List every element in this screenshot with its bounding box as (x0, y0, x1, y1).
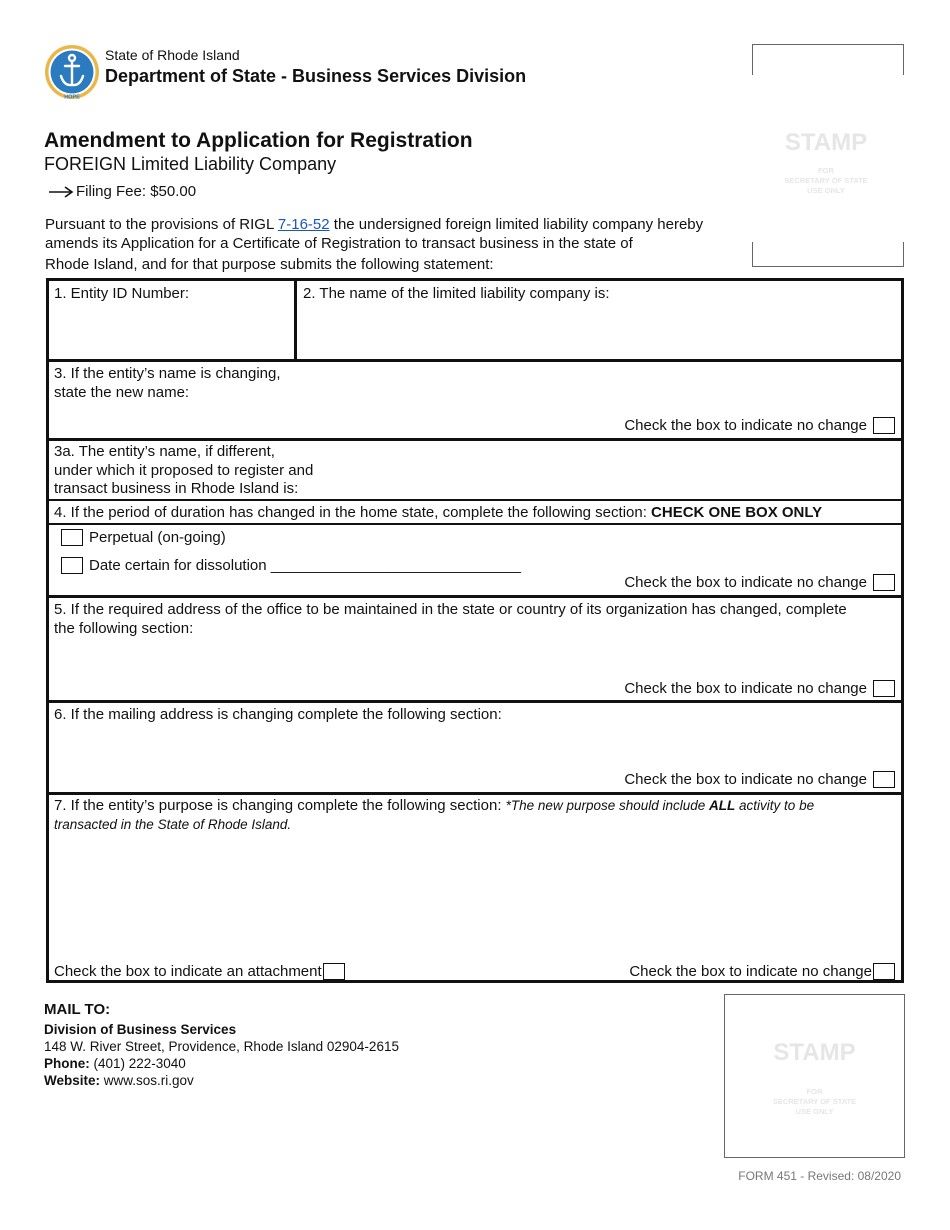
row-alt-name (49, 441, 901, 499)
duration-label: 4. If the period of duration has changed in the home state, complete the following section: CHECK ONE BOX ONLY (54, 504, 823, 521)
stamp-sub-3: USE ONLY (795, 1107, 834, 1116)
row-duration-options (49, 525, 901, 595)
alt-name-field[interactable] (329, 445, 889, 495)
purpose-field[interactable] (53, 839, 893, 959)
attachment-row (54, 963, 345, 980)
stamp-sub-1: FOR (818, 166, 834, 175)
department-name: Department of State - Business Services Division (105, 66, 527, 86)
stamp-sub-2: SECRETARY OF STATE (772, 1097, 857, 1106)
stamp-sub-3: USE ONLY (807, 186, 845, 195)
stamp-label: STAMP (784, 129, 868, 156)
rigl-link[interactable]: 7-16-52 (277, 216, 330, 233)
no-change-checkbox-5[interactable] (873, 680, 895, 697)
no-change-7 (629, 963, 895, 980)
row-mailing-address (49, 703, 901, 792)
stamp-area-top (752, 44, 904, 268)
no-change-label: Check the box to indicate no change (624, 574, 867, 591)
row-entity-id-and-name (49, 281, 901, 359)
stamp-label: STAMP (773, 1039, 856, 1066)
office-address-label: 5. If the required address of the office to be maintained in the state or country of its organization has changed, complete the following section: (54, 601, 847, 637)
mail-org: Division of Business Services (44, 1022, 237, 1037)
no-change-6 (624, 771, 895, 788)
form-number: FORM 451 - Revised: 08/2020 (738, 1169, 901, 1183)
stamp-sub-2: SECRETARY OF STATE (784, 176, 868, 185)
no-change-checkbox-7[interactable] (873, 963, 895, 980)
row-new-name (49, 362, 901, 438)
no-change-3 (624, 417, 895, 434)
perpetual-label: Perpetual (on-going) (89, 529, 226, 546)
intro-paragraph: Pursuant to the provisions of RIGL 7-16-52 the undersigned foreign limited liability company hereby amends its Application for a Certificate of Registration to transact business in the state of Rhode Island, and for that purpose submits the following statement: (45, 216, 704, 273)
perpetual-checkbox[interactable] (61, 529, 83, 546)
date-certain-label[interactable]: Date certain for dissolution ______________________________ (89, 557, 522, 574)
form-title: Amendment to Application for Registration (44, 129, 473, 152)
mail-phone: Phone: (401) 222-3040 (44, 1056, 186, 1071)
mailing-address-label: 6. If the mailing address is changing complete the following section: (54, 706, 502, 723)
form-subtitle: FOREIGN Limited Liability Company (44, 154, 337, 174)
seal-text: HOPE (64, 94, 80, 100)
no-change-label: Check the box to indicate no change (629, 963, 872, 980)
entity-id-field[interactable] (49, 305, 293, 357)
llc-name-label: 2. The name of the limited liability company is: (303, 285, 610, 302)
new-name-field[interactable] (289, 366, 889, 416)
no-change-label: Check the box to indicate no change (624, 771, 867, 788)
mail-address: 148 W. River Street, Providence, Rhode Island 02904-2615 (44, 1039, 399, 1054)
filing-fee (48, 183, 196, 200)
new-name-label: 3. If the entity’s name is changing, state the new name: (54, 365, 281, 401)
mail-to-block (44, 1001, 399, 1089)
date-certain-checkbox[interactable] (61, 557, 83, 574)
no-change-label: Check the box to indicate no change (624, 680, 867, 697)
no-change-checkbox-3[interactable] (873, 417, 895, 434)
row-office-address (49, 598, 901, 700)
state-name: State of Rhode Island (105, 47, 240, 63)
stamp-sub-1: FOR (806, 1087, 823, 1096)
mail-website: Website: www.sos.ri.gov (44, 1073, 194, 1088)
office-address-field[interactable] (53, 640, 893, 676)
no-change-4 (624, 574, 895, 591)
mailing-address-field[interactable] (53, 729, 893, 769)
no-change-checkbox-4[interactable] (873, 574, 895, 591)
stamp-area-bottom (724, 994, 905, 1158)
arrow-right-icon (48, 186, 74, 198)
no-change-checkbox-6[interactable] (873, 771, 895, 788)
mail-to-heading: MAIL TO: (44, 1001, 111, 1018)
row-duration-heading (49, 501, 901, 523)
amendment-form (46, 278, 904, 983)
filing-fee-text: Filing Fee: $50.00 (76, 183, 197, 200)
row-purpose (49, 795, 901, 983)
attachment-label: Check the box to indicate an attachment (54, 963, 322, 980)
llc-name-field[interactable] (299, 305, 897, 357)
attachment-checkbox[interactable] (323, 963, 345, 980)
no-change-5 (624, 680, 895, 697)
alt-name-label: 3a. The entity’s name, if different, under which it proposed to register and transact business in Rhode Island is: (54, 443, 314, 497)
rhode-island-seal-icon (44, 44, 100, 100)
entity-id-label: 1. Entity ID Number: (54, 285, 190, 302)
purpose-label: 7. If the entity’s purpose is changing complete the following section: *The new purpose should include ALL activity to be transacted in the State of Rhode Island. (54, 797, 815, 832)
no-change-label: Check the box to indicate no change (624, 417, 867, 434)
